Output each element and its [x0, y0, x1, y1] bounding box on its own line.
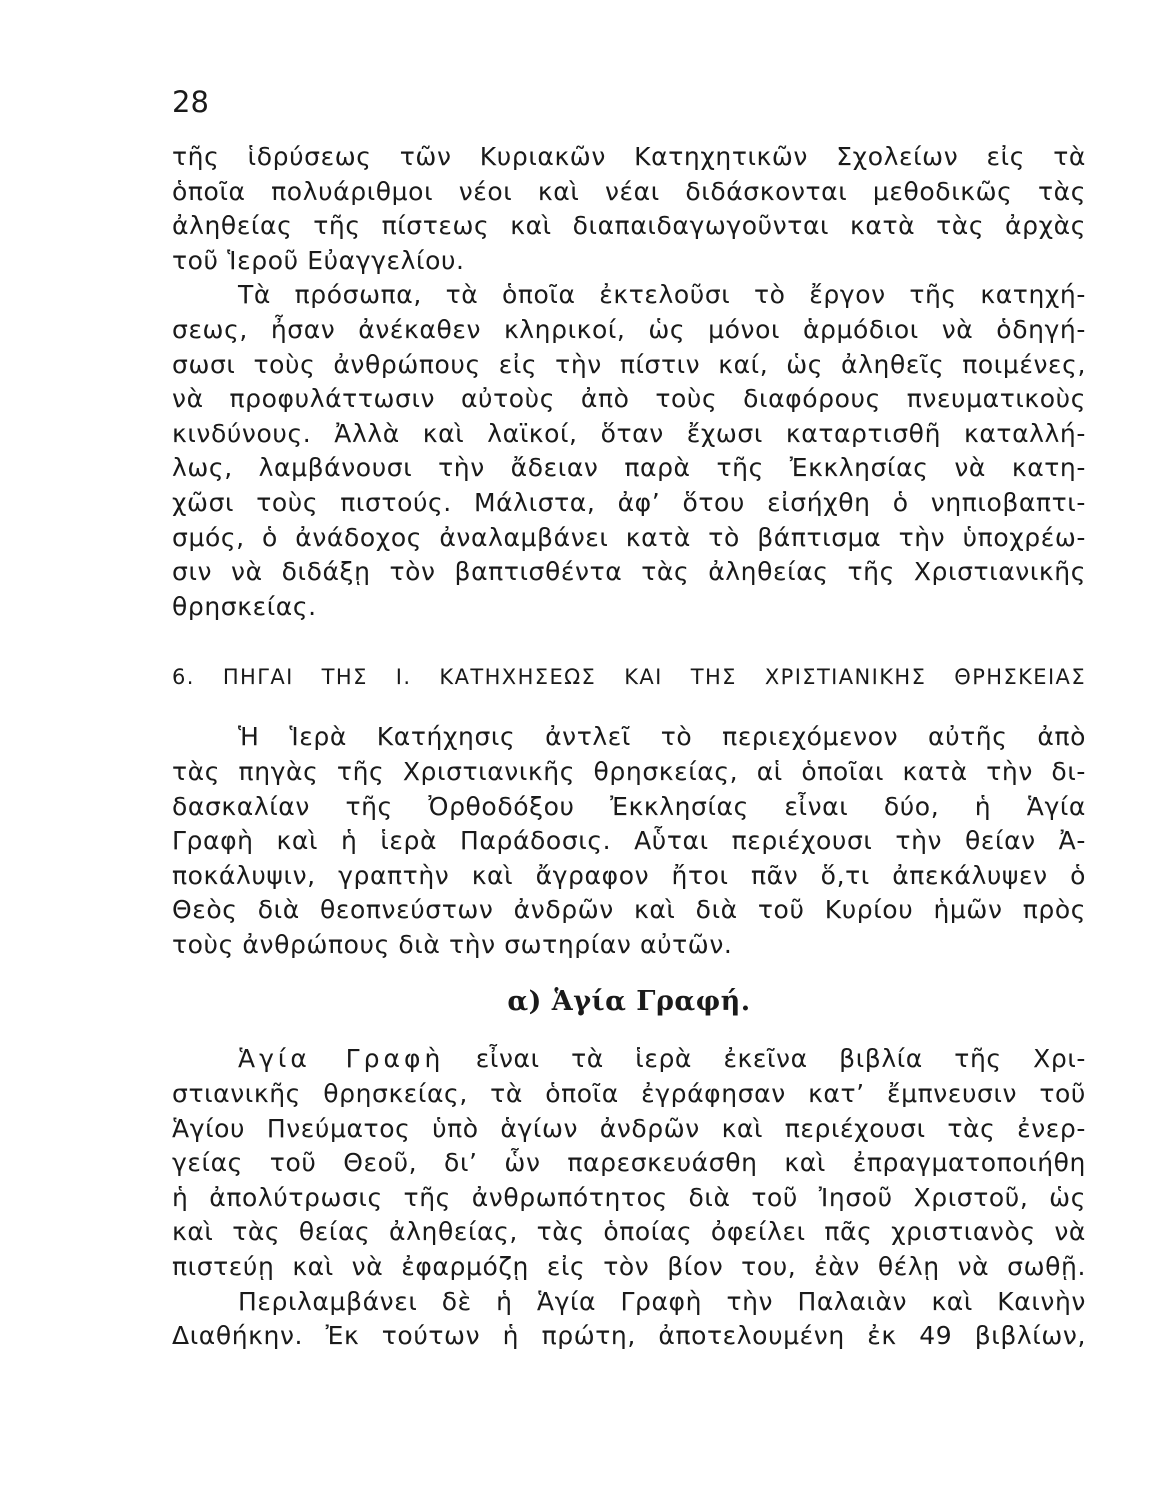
text-line: ἡ ἀπολύτρωσις τῆς ἀνθρωπότητος διὰ τοῦ Ἰησοῦ Χριστοῦ, ὡς — [172, 1182, 1086, 1212]
text-line: γείας τοῦ Θεοῦ, δι’ ὧν παρεσκευάσθη καὶ ἐπραγματοποιήθη — [172, 1148, 1086, 1178]
text-line: νὰ προφυλάττωσιν αὐτοὺς ἀπὸ τοὺς διαφόρους πνευματικοὺς — [172, 384, 1086, 414]
spacer — [172, 692, 1086, 720]
text-line: δασκαλίαν τῆς Ὀρθοδόξου Ἐκκλησίας εἶναι δύο, ἡ Ἁγία — [172, 791, 1086, 821]
page-number: 28 — [172, 85, 209, 119]
paragraph-holy-scripture — [172, 1042, 1086, 1284]
text-line: τοὺς ἀνθρώπους διὰ τὴν σωτηρίαν αὐτῶν. — [172, 929, 733, 959]
text-line: ποκάλυψιν, γραπτὴν καὶ ἄγραφον ἤτοι πᾶν ὅ,τι ἀπεκάλυψεν ὁ — [172, 860, 1086, 890]
text-line: Γραφὴ καὶ ἡ ἱερὰ Παράδοσις. Αὗται περιέχουσι τὴν θείαν Ἀ- — [172, 826, 1086, 856]
text-line: πιστεύῃ καὶ νὰ ἐφαρμόζῃ εἰς τὸν βίον του, ἐὰν θέλῃ νὰ σωθῇ. — [172, 1252, 1086, 1282]
text-line: Περιλαμβάνει δὲ ἡ Ἁγία Γραφὴ τὴν Παλαιὰν καὶ Καινὴν — [238, 1286, 1086, 1316]
text-line: τὰς πηγὰς τῆς Χριστιανικῆς θρησκείας, αἱ ὁποῖαι κατὰ τὴν δι- — [172, 756, 1086, 786]
text-line: θρησκείας. — [172, 591, 317, 621]
paragraph-testaments — [172, 1285, 1086, 1354]
text-line: σωσι τοὺς ἀνθρώπους εἰς τὴν πίστιν καί, ὡς ἀληθεῖς ποιμένες, — [172, 349, 1086, 379]
text-line: κινδύνους. Ἀλλὰ καὶ λαϊκοί, ὅταν ἔχωσι καταρτισθῆ καταλλή- — [172, 418, 1086, 448]
text-line: ὁποῖα πολυάριθμοι νέοι καὶ νέαι διδάσκονται μεθοδικῶς τὰς — [172, 176, 1086, 206]
spaced-term: Ἁγία Γραφὴ — [238, 1044, 445, 1074]
text-line: Διαθήκην. Ἐκ τούτων ἡ πρώτη, ἀποτελουμένη ἐκ 49 βιβλίων, — [172, 1321, 1086, 1351]
paragraph-sources — [172, 720, 1086, 962]
text-line: ἀληθείας τῆς πίστεως καὶ διαπαιδαγωγοῦνται κατὰ τὰς ἀρχὰς — [172, 211, 1086, 241]
text-line: Τὰ πρόσωπα, τὰ ὁποῖα ἐκτελοῦσι τὸ ἔργον τῆς κατηχή- — [238, 280, 1086, 310]
text-line: τοῦ Ἱεροῦ Εὐαγγελίου. — [172, 245, 465, 275]
text-line: λως, λαμβάνουσι τὴν ἄδειαν παρὰ τῆς Ἐκκλησίας νὰ κατη- — [172, 453, 1086, 483]
paragraph-catechists — [172, 278, 1086, 624]
text-line: σεως, ἦσαν ἀνέκαθεν κληρικοί, ὡς μόνοι ἁρμόδιοι νὰ ὁδηγή- — [172, 314, 1086, 344]
text-line: Ἡ Ἱερὰ Κατήχησις ἀντλεῖ τὸ περιεχόμενον αὐτῆς ἀπὸ — [238, 722, 1086, 752]
text-line: στιανικῆς θρησκείας, τὰ ὁποῖα ἐγράφησαν κατ’ ἔμπνευσιν τοῦ — [172, 1079, 1086, 1109]
spacer — [172, 624, 1086, 662]
text-line — [172, 1042, 1086, 1077]
text-line: χῶσι τοὺς πιστούς. Μάλιστα, ἀφ’ ὅτου εἰσήχθη ὁ νηπιοβαπτι- — [172, 487, 1086, 517]
text-line: τῆς ἱδρύσεως τῶν Κυριακῶν Κατηχητικῶν Σχολείων εἰς τὰ — [172, 142, 1086, 171]
section-heading: 6. ΠΗΓΑΙ ΤΗΣ Ι. ΚΑΤΗΧΗΣΕΩΣ ΚΑΙ ΤΗΣ ΧΡΙΣΤΙΑΝΙΚΗΣ ΘΡΗΣΚΕΙΑΣ — [172, 665, 1086, 690]
text-line: σμός, ὁ ἀνάδοχος ἀναλαμβάνει κατὰ τὸ βάπτισμα τὴν ὑποχρέω- — [172, 522, 1086, 552]
text-line: σιν νὰ διδάξῃ τὸν βαπτισθέντα τὰς ἀληθείας τῆς Χριστιανικῆς — [172, 557, 1086, 587]
paragraph-catechetical-schools — [172, 140, 1086, 278]
text-span: εἶναι τὰ ἱερὰ ἐκεῖνα βιβλία τῆς Χρι- — [475, 1044, 1087, 1074]
text-line: Θεὸς διὰ θεοπνεύστων ἀνδρῶν καὶ διὰ τοῦ Κυρίου ἡμῶν πρὸς — [172, 895, 1086, 925]
subsection-heading: α) Ἁγία Γραφή. — [507, 986, 751, 1018]
page-body — [172, 140, 1086, 1354]
text-line: καὶ τὰς θείας ἀληθείας, τὰς ὁποίας ὀφείλει πᾶς χριστιανὸς νὰ — [172, 1217, 1086, 1247]
text-line: Ἁγίου Πνεύματος ὑπὸ ἁγίων ἀνδρῶν καὶ περιέχουσι τὰς ἐνερ- — [172, 1113, 1086, 1143]
